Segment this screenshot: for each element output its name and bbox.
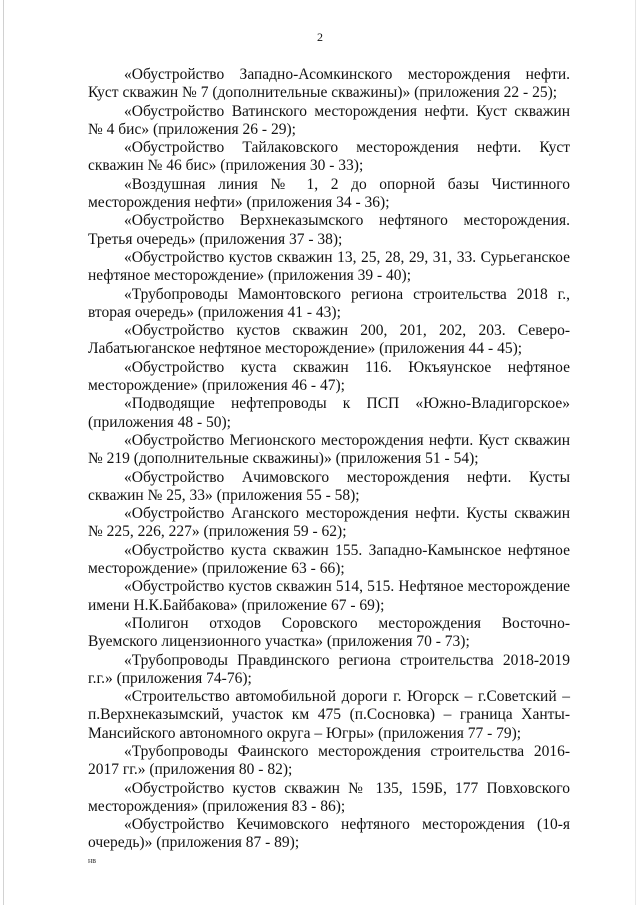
list-paragraph: «Трубопроводы Фаинского месторождения строительства 2016-2017 гг.» (приложения 80 - 82); <box>88 742 570 779</box>
list-paragraph: «Обустройство куста скважин 155. Западно-Камынское нефтяное месторождение» (приложение 63 - 66); <box>88 541 570 578</box>
list-paragraph: «Подводящие нефтепроводы к ПСП «Южно-Владигорское» (приложения 48 - 50); <box>88 395 570 431</box>
footer-initials: нв <box>88 856 97 865</box>
scan-edge-left <box>3 0 4 905</box>
list-paragraph: «Полигон отходов Соровского месторождения Восточно-Вуемского лицензионного участка» (приложения 70 - 73); <box>88 614 570 651</box>
list-paragraph: «Обустройство Кечимовского нефтяного месторождения (10-я очередь)» (приложения 87 - 89); <box>88 816 570 852</box>
list-paragraph: «Обустройство кустов скважин 13, 25, 28, 29, 31, 33. Сурьеганское нефтяное месторождение» (приложения 39 - 40); <box>88 248 570 285</box>
list-paragraph: «Обустройство Мегионского месторождения нефти. Куст скважин № 219 (дополнительные скважины)» (приложения 51 - 54); <box>88 431 570 468</box>
list-paragraph: «Обустройство Ачимовского месторождения нефти. Кусты скважин № 25, 33» (приложения 55 - 58); <box>88 468 570 504</box>
list-paragraph: «Обустройство Ватинского месторождения нефти. Куст скважин № 4 бис» (приложения 26 - 29); <box>88 102 570 138</box>
scan-edge-right <box>635 0 636 905</box>
list-paragraph: «Обустройство Аганского месторождения нефти. Кусты скважин № 225, 226, 227» (приложения 59 - 62); <box>88 505 570 541</box>
list-paragraph: «Трубопроводы Правдинского региона строительства 2018-2019 г.г.» (приложения 74-76); <box>88 651 570 687</box>
page-number: 2 <box>317 30 323 44</box>
list-paragraph: «Строительство автомобильной дороги г. Югорск – г.Советский – п.Верхнеказымский, участок км 475 (п.Сосновка) – граница Ханты-Мансийского автономного округа – Югры» (приложения 77 - 79); <box>88 688 570 742</box>
list-paragraph: «Обустройство Западно-Асомкинского месторождения нефти. Куст скважин № 7 (дополнительные скважины)» (приложения 22 - 25); <box>88 66 570 102</box>
list-paragraph: «Трубопроводы Мамонтовского региона строительства 2018 г., вторая очередь» (приложения 41 - 43); <box>88 285 570 321</box>
list-paragraph: «Обустройство куста скважин 116. Юкъяунское нефтяное месторождение» (приложения 46 - 47); <box>88 358 570 395</box>
list-paragraph: «Обустройство Тайлаковского месторождения нефти. Куст скважин № 46 бис» (приложения 30 - 33); <box>88 139 570 175</box>
list-paragraph: «Обустройство кустов скважин 514, 515. Нефтяное месторождение имени Н.К.Байбакова» (приложение 67 - 69); <box>88 578 570 614</box>
list-paragraph: «Воздушная линия № 1, 2 до опорной базы Чистинного месторождения нефти» (приложения 34 - 36); <box>88 175 570 212</box>
list-paragraph: «Обустройство Верхнеказымского нефтяного месторождения. Третья очередь» (приложения 37 - 38); <box>88 212 570 248</box>
list-paragraph: «Обустройство кустов скважин № 135, 159Б, 177 Повховского месторождения» (приложения 83 - 86); <box>88 779 570 815</box>
list-paragraph: «Обустройство кустов скважин 200, 201, 202, 203. Северо-Лабатьюганское нефтяное месторождение» (приложения 44 - 45); <box>88 322 570 358</box>
document-body <box>88 66 570 853</box>
